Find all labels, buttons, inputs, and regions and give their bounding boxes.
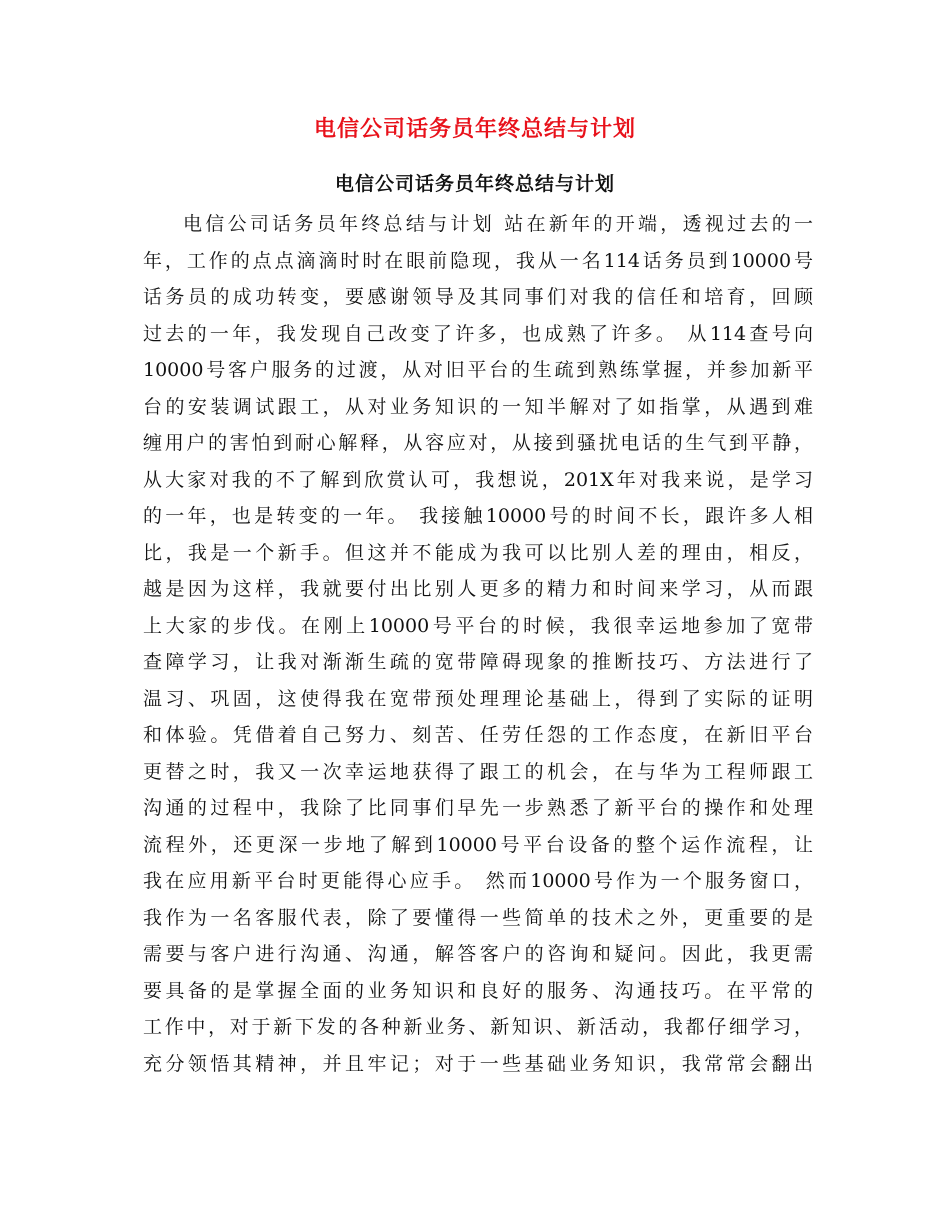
body-line: 缠用户的害怕到耐心解释，从容应对，从接到骚扰电话的生气到平静， [143,432,813,454]
body-line: 工作中，对于新下发的各种新业务、新知识、新活动，我都仔细学习， [143,1016,813,1038]
body-line: 从大家对我的不了解到欣赏认可，我想说，201X年对我来说，是学习 [143,468,813,491]
body-line: 温习、巩固，这使得我在宽带预处理理论基础上，得到了实际的证明 [143,687,813,710]
body-line: 比，我是一个新手。但这并不能成为我可以比别人差的理由，相反， [143,541,813,564]
body-line: 的一年，也是转变的一年。 我接触10000号的时间不长，跟许多人相 [143,505,813,527]
body-line: 我在应用新平台时更能得心应手。 然而10000号作为一个服务窗口， [143,870,813,892]
body-line: 年，工作的点点滴滴时时在眼前隐现，我从一名114话务员到10000号 [143,249,813,272]
body-line: 充分领悟其精神，并且牢记；对于一些基础业务知识，我常常会翻出 [143,1052,813,1075]
body-line: 查障学习，让我对渐渐生疏的宽带障碍现象的推断技巧、方法进行了 [143,651,813,673]
body-line: 沟通的过程中，我除了比同事们早先一步熟悉了新平台的操作和处理 [143,797,813,819]
body-line: 话务员的成功转变，要感谢领导及其同事们对我的信任和培育，回顾 [143,286,813,308]
document-subtitle: 电信公司话务员年终总结与计划 [334,173,615,195]
document-body [143,206,813,1082]
body-line: 需要与客户进行沟通、沟通，解答客户的咨询和疑问。因此，我更需 [143,943,813,965]
body-line: 台的安装调试跟工，从对业务知识的一知半解对了如指掌，从遇到难 [143,395,813,418]
body-line: 流程外，还更深一步地了解到10000号平台设备的整个运作流程，让 [143,833,813,856]
body-line: 电信公司话务员年终总结与计划 站在新年的开端，透视过去的一 [183,213,813,235]
document-title: 电信公司话务员年终总结与计划 [313,116,636,142]
body-line: 过去的一年，我发现自己改变了许多，也成熟了许多。 从114查号向 [143,322,813,345]
body-line: 更替之时，我又一次幸运地获得了跟工的机会，在与华为工程师跟工 [143,760,813,783]
body-line: 10000号客户服务的过渡，从对旧平台的生疏到熟练掌握，并参加新平 [143,359,813,381]
body-line: 我作为一名客服代表，除了要懂得一些简单的技术之外，更重要的是 [143,906,813,929]
body-line: 和体验。凭借着自己努力、刻苦、任劳任怨的工作态度，在新旧平台 [143,724,813,746]
body-line: 越是因为这样，我就要付出比别人更多的精力和时间来学习，从而跟 [143,578,813,600]
body-line: 要具备的是掌握全面的业务知识和良好的服务、沟通技巧。在平常的 [143,979,813,1002]
body-line: 上大家的步伐。在刚上10000号平台的时候，我很幸运地参加了宽带 [143,614,813,637]
